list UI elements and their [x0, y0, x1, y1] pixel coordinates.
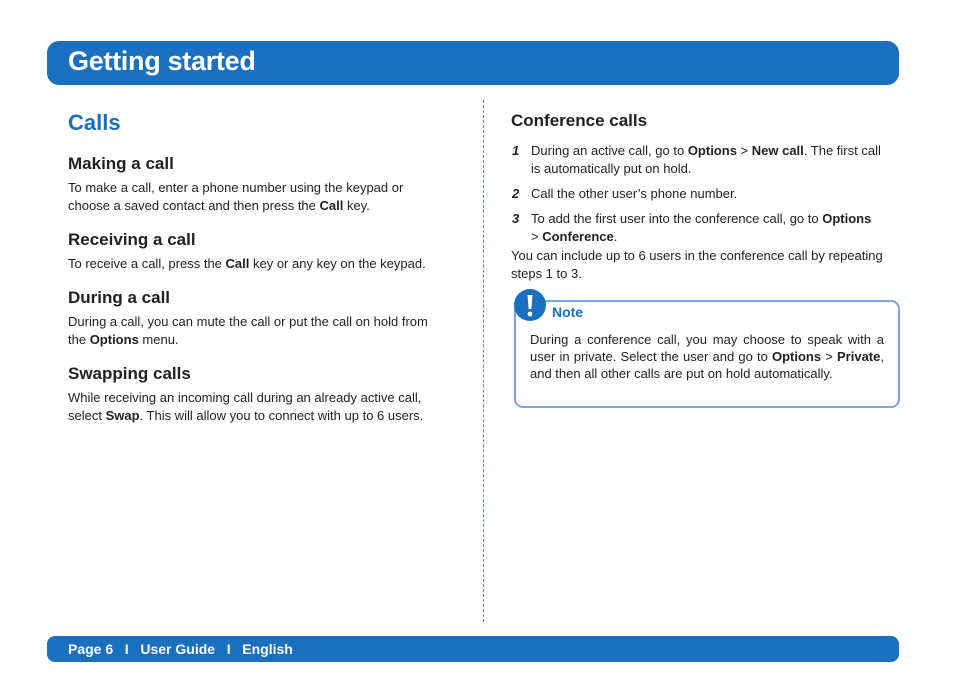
exclamation-icon: [513, 288, 547, 322]
receiving-call-text: To receive a call, press the Call key or any key on the keypad.: [68, 256, 426, 271]
receiving-call-heading: Receiving a call: [68, 230, 196, 249]
footer-bar: [47, 636, 899, 662]
step-number: 3: [512, 211, 520, 226]
making-call-heading: Making a call: [68, 154, 174, 173]
section-title: Calls: [68, 110, 121, 135]
header-bar: [47, 41, 899, 85]
note-label: Note: [552, 304, 584, 320]
conference-calls-heading: Conference calls: [511, 111, 648, 130]
conference-step-1: During an active call, go to Options > New call. The first call is automatically put on hold.: [531, 143, 881, 176]
making-call-text: To make a call, enter a phone number using the keypad or choose a saved contact and then press the Call key.: [68, 180, 404, 213]
column-divider: [483, 100, 484, 622]
swapping-calls-heading: Swapping calls: [68, 364, 191, 383]
footer-text: Page 6 I User Guide I English: [68, 641, 293, 657]
conference-summary: You can include up to 6 users in the conference call by repeating steps 1 to 3.: [511, 248, 883, 281]
step-number: 1: [512, 143, 520, 158]
swapping-calls-text: While receiving an incoming call during an already active call, select Swap. This will allow you to connect with up to 6 users.: [68, 390, 424, 423]
conference-step-3: To add the first user into the conference call, go to Options > Conference.: [531, 211, 872, 244]
during-call-text: During a call, you can mute the call or put the call on hold from the Options menu.: [68, 314, 428, 347]
conference-step-2: Call the other user’s phone number.: [531, 186, 738, 201]
note-text: During a conference call, you may choose to speak with a user in private. Select the user and go to Options > Private, and then all other calls are put on hold automatically.: [530, 332, 884, 381]
page-title: Getting started: [68, 46, 256, 76]
during-call-heading: During a call: [68, 288, 171, 307]
step-number: 2: [512, 186, 520, 201]
